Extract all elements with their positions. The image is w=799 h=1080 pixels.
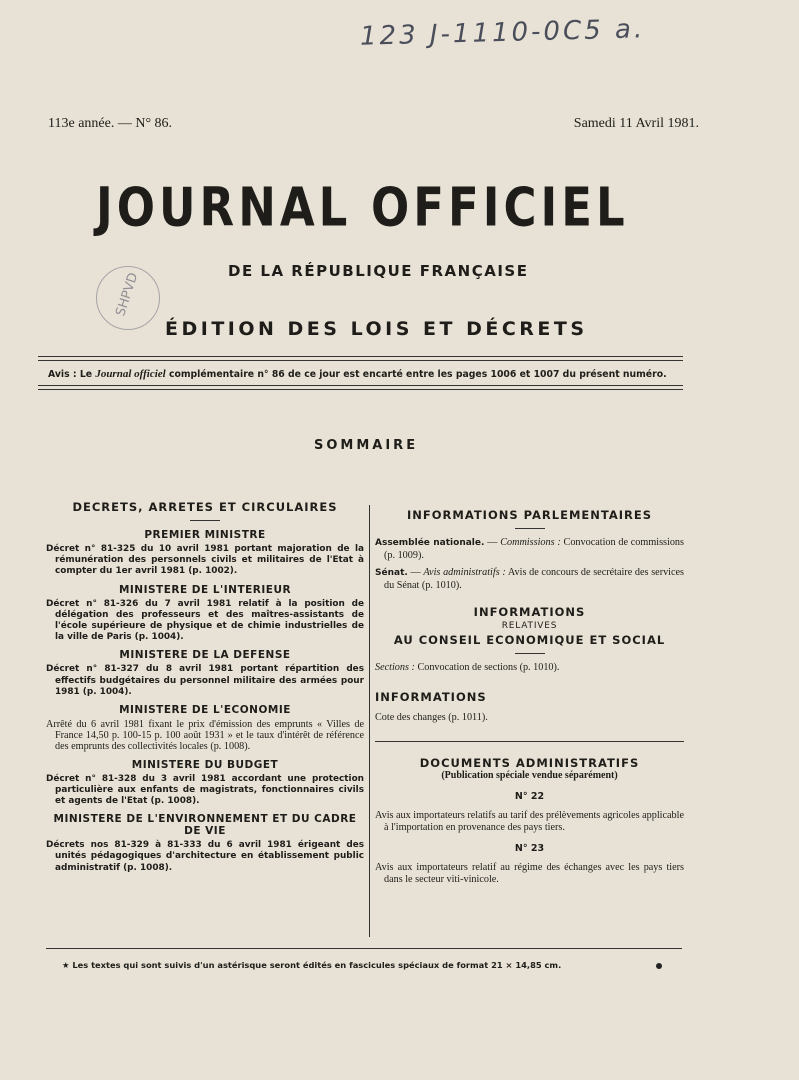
decree-entry: Décret n° 81-327 du 8 avril 1981 portant répartition des effectifs budgétaires du personnel militaire des armées pour 1981 (p. 1004). [46,664,364,697]
masthead-subtitle: DE LA RÉPUBLIQUE FRANÇAISE [228,262,529,280]
issue-date: Samedi 11 Avril 1981. [573,116,699,131]
ministry-heading: MINISTERE DE LA DEFENSE [119,649,291,662]
decree-entry: Décret n° 81-325 du 10 avril 1981 portant majoration de la rémunération des personnels civils et militaires de l'Etat à compter du 1er avril 1981 (p. 1002). [46,544,364,577]
document-number: N° 23 [514,843,545,854]
footer-rule [46,948,682,949]
ces-relatives: RELATIVES [501,621,558,631]
ministry-heading: MINISTERE DE L'INTERIEUR [118,583,292,596]
ces-entry: Sections : Convocation de sections (p. 1010). [375,662,560,673]
parliamentary-entry: Sénat. — Avis administratifs : Avis de concours de secrétaire des services du Sénat (p. 1010). [375,567,685,591]
decree-entry: Décrets nos 81-329 à 81-333 du 6 avril 1981 érigeant des unités pédagogiques d'architecture en établissement public administratif (p. 1008). [46,840,364,873]
divider [515,528,545,529]
parliamentary-heading: INFORMATIONS PARLEMENTAIRES [406,508,652,522]
notice: Avis : Le Journal officiel complémentaire n° 86 de ce jour est encarté entre les pages 1006 et 1007 du présent numéro. [48,368,667,380]
divider [515,653,545,654]
document-entry: Avis aux importateurs relatif au régime des échanges avec les pays tiers dans le secteur viti-vinicole. [375,862,684,885]
footer-note: ★ Les textes qui sont suivis d'un astérisque seront édités en fascicules spéciaux de format 21 × 14,85 cm. [62,960,562,970]
decrees-heading: DECRETS, ARRETES ET CIRCULAIRES [72,500,338,514]
summary-heading: SOMMAIRE [314,438,419,453]
handwritten-reference: 123 J-1110-0C5 a. [359,14,646,52]
document-entry: Avis aux importateurs relatifs au tarif des prélèvements agricoles applicable à l'importation en provenance des pays tiers. [375,810,684,833]
double-rule-bottom-2 [38,389,683,390]
divider [190,520,220,521]
stamp-text: SHPVD [113,270,142,319]
double-rule-top-2 [38,360,683,361]
decree-entry: Décret n° 81-328 du 3 avril 1981 accordant une protection particulière aux enfants de magistrats, fonctionnaires civils et agents de l'Etat (p. 1008). [46,773,364,807]
issue-number: 113e année. — N° 86. [48,116,173,131]
info-heading: INFORMATIONS [375,689,487,704]
info-entry: Cote des changes (p. 1011). [375,711,488,723]
ces-council: AU CONSEIL ECONOMIQUE ET SOCIAL [393,633,666,647]
ces-heading: INFORMATIONS [473,605,586,619]
ministry-heading: PREMIER MINISTRE [144,529,266,541]
ministry-heading: MINISTERE DE L'ENVIRONNEMENT ET DU CADRE DE VIE [53,813,357,838]
docs-rule [375,741,684,742]
edition-title: ÉDITION DES LOIS ET DÉCRETS [165,318,588,340]
decree-entry: Décret n° 81-326 du 7 avril 1981 relatif à la position de délégation des professeurs et des maîtres-assistants de l'école supérieure de physique et de chimie industrielles de la ville de Paris (p. 1004). [46,598,364,643]
library-stamp [96,266,160,330]
double-rule-top [38,356,683,357]
right-column [375,508,684,885]
left-column [46,500,364,874]
docs-heading: DOCUMENTS ADMINISTRATIFS [419,756,640,770]
document-number: N° 22 [514,791,545,802]
column-divider [369,505,370,937]
docs-subtitle: (Publication spéciale vendue séparément) [441,770,618,781]
double-rule-bottom [38,385,683,386]
parliamentary-entry: Assemblée nationale. — Commissions : Convocation de commissions (p. 1009). [375,537,684,561]
masthead-title: JOURNAL OFFICIEL [96,176,629,239]
footer-dot [656,963,662,969]
ministry-heading: MINISTERE DE L'ECONOMIE [119,704,291,717]
ministry-heading: MINISTERE DU BUDGET [131,758,279,771]
decree-entry: Arrêté du 6 avril 1981 fixant le prix d'émission des emprunts « Villes de France 14,50 p. 100-15 p. 100 août 1931 » et le taux d'intérêt de référence des emprunts des collectivités locales (p. 1008). [46,719,364,753]
